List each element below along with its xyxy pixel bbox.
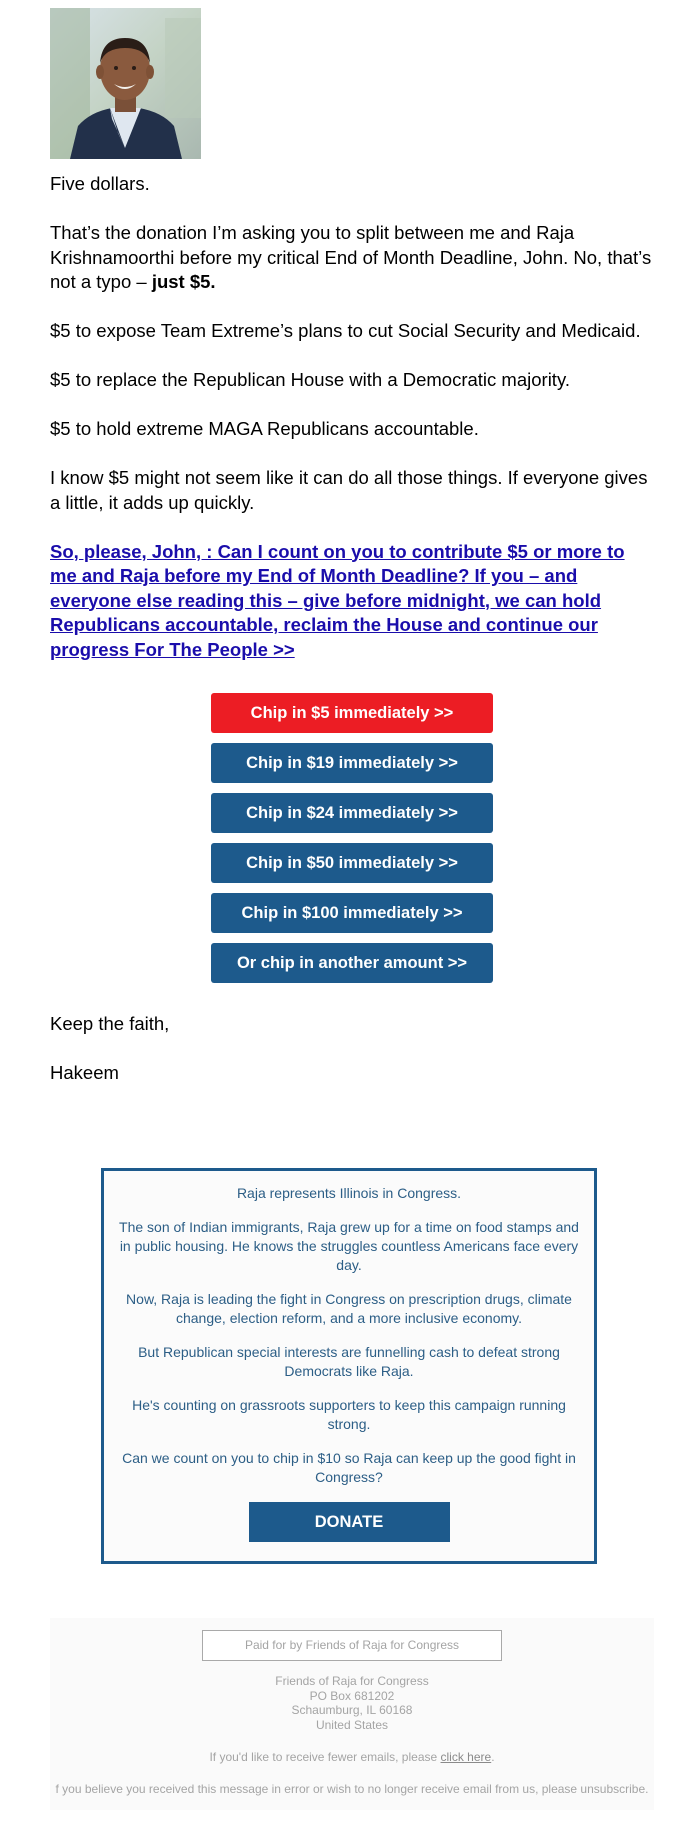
donation-button-stack — [211, 693, 493, 993]
body-paragraph — [50, 221, 655, 295]
paid-for-disclaimer: Paid for by Friends of Raja for Congress — [202, 1630, 502, 1661]
address-line: United States — [315, 1717, 389, 1732]
chip-in-24-button[interactable]: Chip in $24 immediately >> — [211, 793, 493, 833]
chip-in-other-amount-button[interactable]: Or chip in another amount >> — [211, 943, 493, 983]
fewer-emails-text: If you'd like to receive fewer emails, please — [209, 1750, 441, 1764]
unsubscribe-notice: f you believe you received this message in error or wish to no longer receive email from us, please unsubscribe. — [55, 1781, 649, 1796]
address-line: PO Box 681202 — [309, 1688, 395, 1703]
body-emphasis: just $5. — [151, 271, 216, 292]
body-paragraph: $5 to replace the Republican House with a Democratic majority. — [50, 369, 570, 390]
body-paragraph: Five dollars. — [50, 173, 150, 194]
raja-paragraph: He's counting on grassroots supporters to keep this campaign running strong. — [132, 1397, 566, 1432]
cta-paragraph — [50, 540, 655, 663]
raja-paragraph: But Republican special interests are funnelling cash to defeat strong Democrats like Raja. — [138, 1344, 560, 1379]
fewer-emails-suffix: . — [491, 1750, 495, 1764]
body-paragraph-text: That’s the donation I’m asking you to split between me and Raja Krishnamoorthi before my critical End of Month Deadline, John. No, that’s not a typo – — [50, 222, 652, 292]
body-paragraph: $5 to expose Team Extreme’s plans to cut Social Security and Medicaid. — [50, 320, 641, 341]
chip-in-19-button[interactable]: Chip in $19 immediately >> — [211, 743, 493, 783]
raja-paragraph: Can we count on you to chip in $10 so Raja can keep up the good fight in Congress? — [122, 1450, 576, 1485]
raja-paragraph: Now, Raja is leading the fight in Congress on prescription drugs, climate change, election reform, and a more inclusive economy. — [126, 1291, 572, 1326]
raja-info-box — [101, 1168, 597, 1564]
address-line: Friends of Raja for Congress — [275, 1674, 429, 1688]
body-paragraph: I know $5 might not seem like it can do all those things. If everyone gives a little, it adds up quickly. — [50, 467, 648, 513]
chip-in-50-button[interactable]: Chip in $50 immediately >> — [211, 843, 493, 883]
donate-button[interactable]: DONATE — [249, 1502, 450, 1542]
signoff-line: Keep the faith, — [50, 1013, 170, 1034]
fewer-emails-link[interactable]: click here — [440, 1750, 492, 1764]
mailing-address — [50, 1674, 654, 1732]
chip-in-100-button[interactable]: Chip in $100 immediately >> — [211, 893, 493, 933]
sender-portrait-image — [50, 8, 201, 159]
email-body — [50, 172, 655, 687]
signature: Hakeem — [50, 1062, 119, 1083]
chip-in-5-button[interactable]: Chip in $5 immediately >> — [211, 693, 493, 733]
raja-paragraph: The son of Indian immigrants, Raja grew up for a time on food stamps and in public housing. He knows the struggles countless Americans face every day. — [119, 1219, 579, 1273]
donate-cta-link[interactable]: So, please, John, : Can I count on you to contribute $5 or more to me and Raja before my End of Month Deadline? If you – and everyone else reading this – give before midnight, we can hold Republicans accountable, reclaim the House and continue our progress For The People >> — [50, 540, 625, 660]
raja-paragraph: Raja represents Illinois in Congress. — [236, 1185, 462, 1201]
signoff — [50, 1012, 169, 1110]
body-paragraph: $5 to hold extreme MAGA Republicans accountable. — [50, 418, 479, 439]
address-line: Schaumburg, IL 60168 — [291, 1703, 413, 1717]
email-footer — [50, 1618, 654, 1810]
fewer-emails-line — [50, 1750, 654, 1765]
